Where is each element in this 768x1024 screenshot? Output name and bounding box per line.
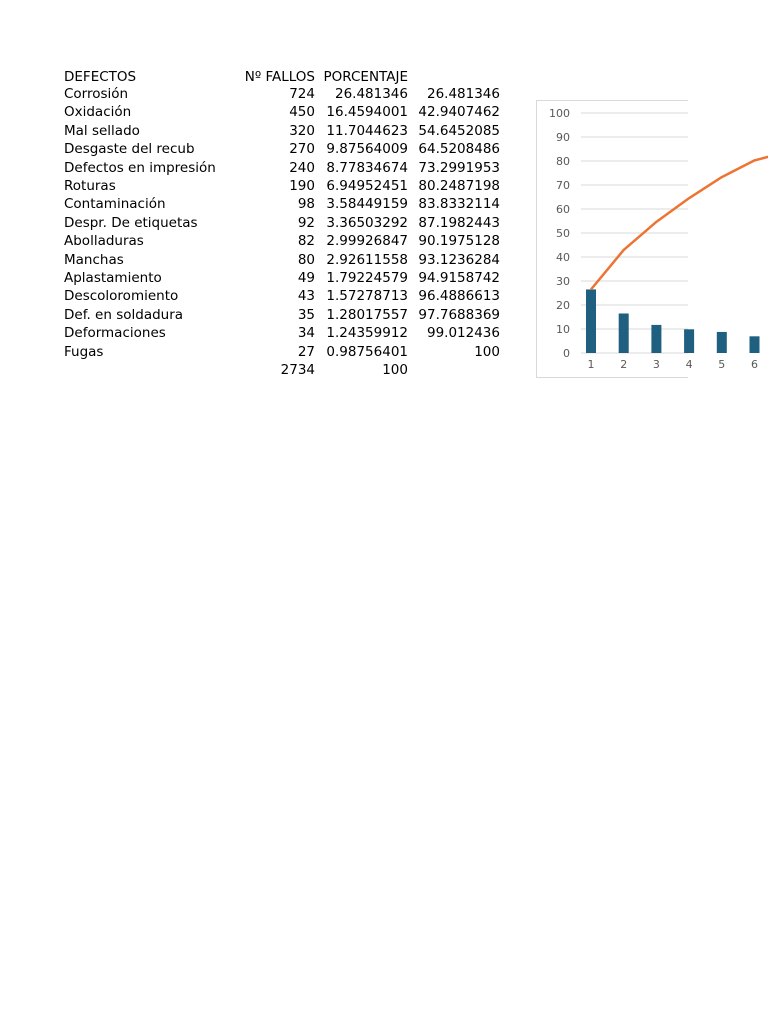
cumulative-cell: 42.9407462 [418, 104, 500, 121]
percentage-cell: 0.98756401 [326, 343, 408, 360]
y-tick-label: 40 [556, 251, 570, 264]
percentage-cell: 1.79224579 [326, 270, 408, 287]
table-row [64, 306, 500, 324]
percentage-cell: 8.77834674 [326, 159, 408, 176]
fallos-cell: 240 [289, 159, 315, 176]
percentage-cell: 2.99926847 [326, 233, 408, 250]
cumulative-cell: 99.012436 [426, 325, 500, 342]
fallos-cell: 190 [289, 178, 315, 195]
totals-row [64, 361, 500, 379]
y-tick-label: 30 [556, 275, 570, 288]
y-tick-label: 10 [556, 323, 570, 336]
percentage-cell: 6.94952451 [326, 178, 408, 195]
cumulative-cell: 87.1982443 [418, 214, 500, 231]
percentage-cell: 3.58449159 [326, 196, 408, 213]
defect-name-cell: Despr. De etiquetas [64, 214, 198, 231]
x-tick-label: 5 [718, 358, 726, 371]
percentage-cell: 2.92611558 [326, 251, 408, 268]
defect-name-cell: Contaminación [64, 196, 166, 213]
totals-label-cell [64, 361, 224, 379]
defect-name-cell: Oxidación [64, 104, 132, 121]
percentage-cell: 1.28017557 [326, 306, 408, 323]
fallos-cell: 34 [297, 325, 315, 342]
table-row [64, 287, 500, 305]
cumulative-cell: 54.6452085 [418, 122, 500, 139]
fallos-cell: 450 [289, 104, 315, 121]
header-empty [408, 69, 500, 85]
table-row [64, 195, 500, 213]
x-tick-label: 6 [751, 358, 758, 371]
fallos-cell: 92 [297, 214, 315, 231]
bar [717, 332, 727, 353]
x-tick-label: 4 [685, 358, 693, 371]
defect-name-cell: Descoloromiento [64, 288, 179, 305]
fallos-cell: 82 [297, 233, 315, 250]
percentage-cell: 11.7044623 [326, 122, 408, 139]
defect-name-cell: Mal sellado [64, 122, 140, 139]
x-tick-label: 2 [620, 358, 628, 371]
defect-name-cell: Manchas [64, 251, 124, 268]
fallos-cell: 80 [297, 251, 315, 268]
y-tick-label: 50 [556, 227, 570, 240]
total-fallos: 2734 [280, 362, 315, 379]
header-row [64, 69, 500, 85]
fallos-cell: 43 [297, 288, 315, 305]
defect-name-cell: Def. en soldadura [64, 306, 184, 323]
bar [684, 329, 694, 353]
header-defectos: DEFECTOS [64, 69, 137, 85]
table-row [64, 103, 500, 121]
table-row [64, 324, 500, 342]
pareto-chart[interactable] [536, 100, 758, 378]
bar [619, 313, 629, 353]
table-row [64, 343, 500, 361]
pareto-chart-svg [537, 101, 758, 377]
y-tick-label: 100 [549, 107, 570, 120]
y-tick-label: 0 [563, 347, 570, 360]
bar [586, 289, 596, 353]
cumulative-cell: 64.5208486 [418, 141, 500, 158]
percentage-cell: 1.24359912 [326, 325, 408, 342]
x-tick-label: 1 [587, 358, 595, 371]
defect-name-cell: Abolladuras [64, 233, 144, 250]
percentage-cell: 16.4594001 [326, 104, 408, 121]
cumulative-cell: 97.7688369 [418, 306, 500, 323]
fallos-cell: 35 [297, 306, 315, 323]
fallos-cell: 320 [289, 122, 315, 139]
cumulative-cell: 26.481346 [426, 86, 500, 102]
y-tick-label: 80 [556, 155, 570, 168]
table-row [64, 232, 500, 250]
y-tick-label: 90 [556, 131, 570, 144]
totals-empty-cell [408, 361, 500, 379]
table-row [64, 214, 500, 232]
cumulative-cell: 90.1975128 [418, 233, 500, 250]
cumulative-cell: 96.4886613 [418, 288, 500, 305]
defect-name-cell: Defectos en impresión [64, 159, 216, 176]
defect-name-cell: Aplastamiento [64, 270, 162, 287]
table-row [64, 159, 500, 177]
table-row [64, 85, 500, 103]
cumulative-cell: 83.8332114 [418, 196, 500, 213]
percentage-cell: 9.87564009 [326, 141, 408, 158]
y-tick-label: 70 [556, 179, 570, 192]
table-row [64, 251, 500, 269]
table-row [64, 269, 500, 287]
cumulative-cell: 80.2487198 [418, 178, 500, 195]
y-tick-label: 20 [556, 299, 570, 312]
percentage-cell: 1.57278713 [326, 288, 408, 305]
table-row [64, 140, 500, 158]
total-pct: 100 [382, 362, 408, 379]
fallos-cell: 49 [297, 270, 315, 287]
defect-name-cell: Roturas [64, 178, 116, 195]
fallos-cell: 98 [297, 196, 315, 213]
cumulative-cell: 100 [474, 343, 500, 360]
defect-name-cell: Corrosión [64, 86, 129, 102]
percentage-cell: 26.481346 [334, 86, 408, 102]
defects-table [64, 69, 500, 380]
cumulative-cell: 93.1236284 [418, 251, 500, 268]
table-row [64, 177, 500, 195]
cumulative-cell: 94.9158742 [418, 270, 500, 287]
defect-name-cell: Deformaciones [64, 325, 166, 342]
bar [750, 336, 760, 353]
fallos-cell: 270 [289, 141, 315, 158]
y-tick-label: 60 [556, 203, 570, 216]
defect-name-cell: Desgaste del recub [64, 141, 195, 158]
cumulative-cell: 73.2991953 [418, 159, 500, 176]
fallos-cell: 724 [289, 86, 315, 102]
fallos-cell: 27 [297, 343, 315, 360]
cumulative-line [591, 113, 768, 289]
defect-name-cell: Fugas [64, 343, 104, 360]
bar [651, 325, 661, 353]
header-fallos: Nº FALLOS [244, 69, 315, 85]
x-tick-label: 3 [652, 358, 660, 371]
percentage-cell: 3.36503292 [326, 214, 408, 231]
table-row [64, 122, 500, 140]
header-porcentaje: PORCENTAJE [323, 69, 408, 85]
